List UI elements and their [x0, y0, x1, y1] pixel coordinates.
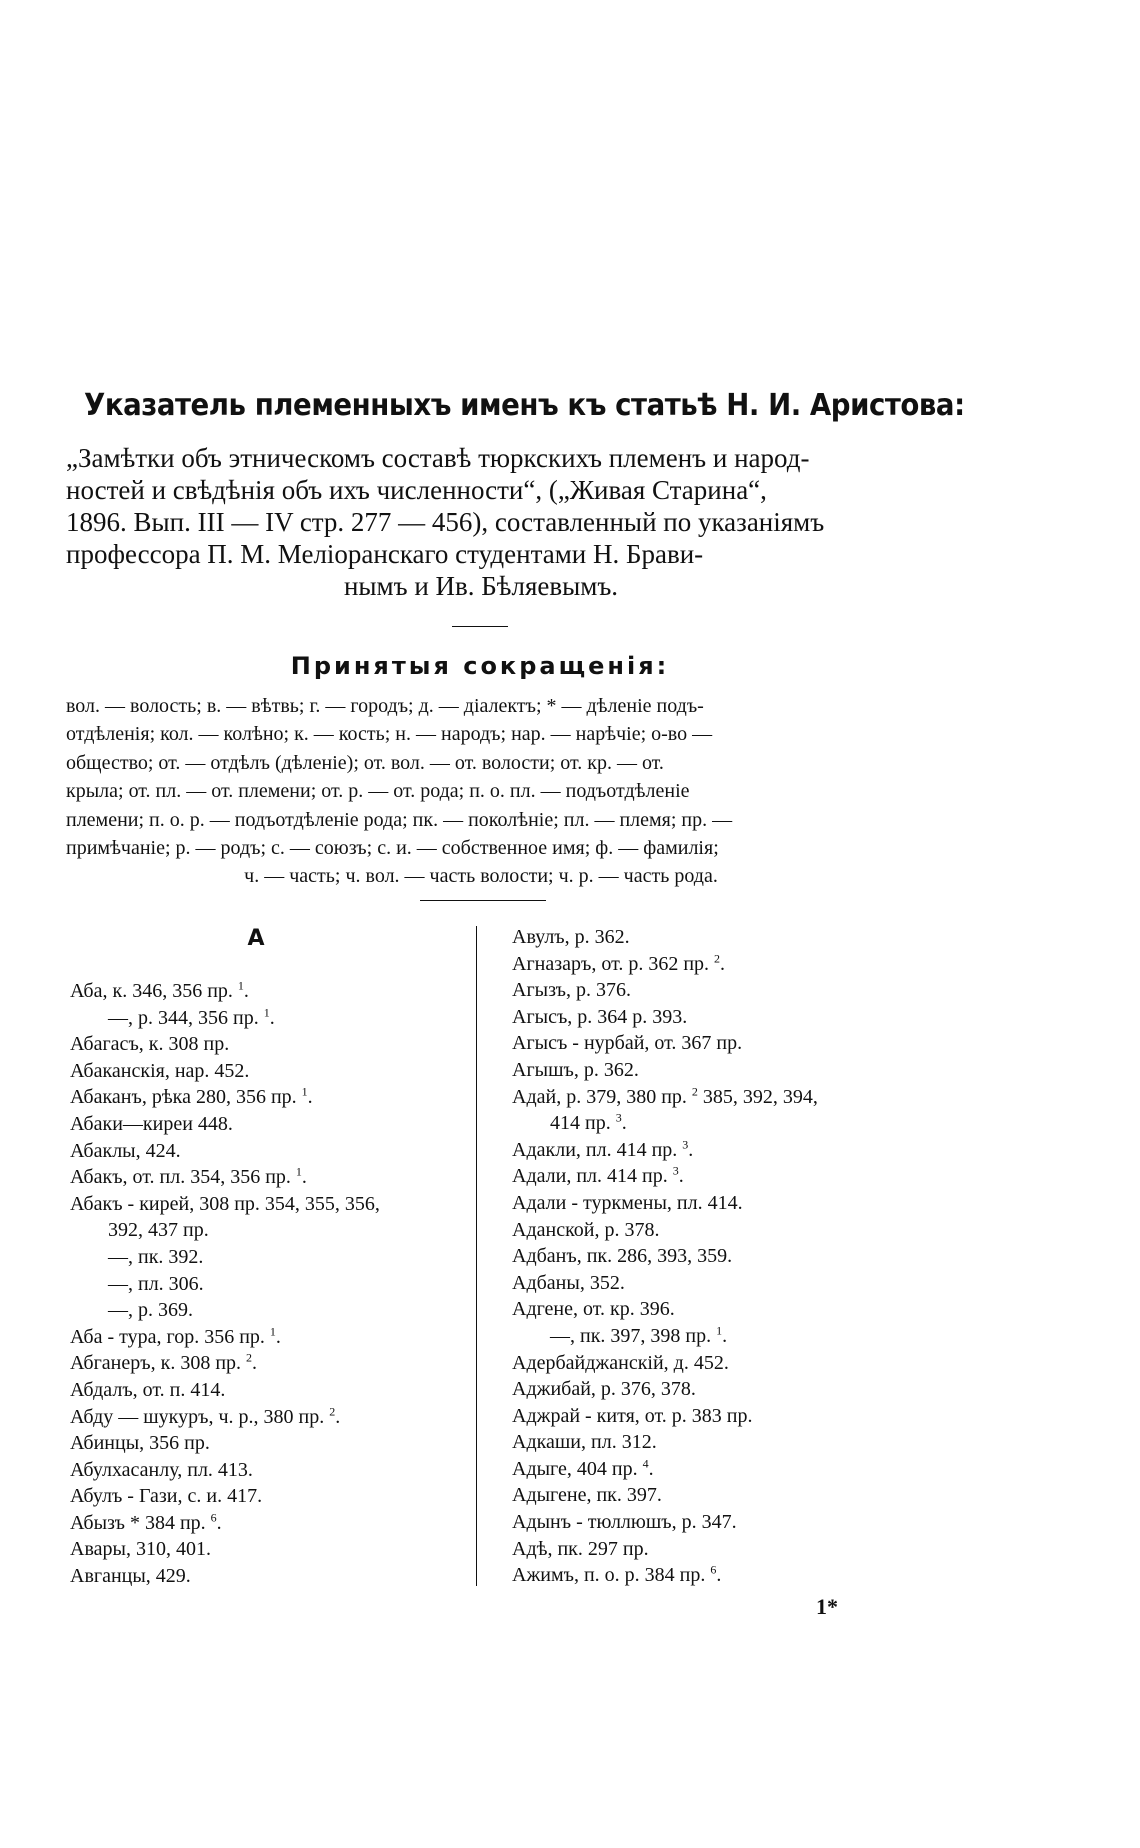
entry-text: Абаканъ, рѣка 280, 356 пр. [70, 1086, 302, 1109]
index-entry [70, 1350, 470, 1377]
entry-tail: . [335, 1405, 341, 1428]
footnote-ref: 6 [210, 1510, 217, 1525]
index-entry [70, 1430, 470, 1457]
entry-text: Адали, пл. 414 пр. [512, 1165, 673, 1188]
footnote-ref: 3 [672, 1163, 679, 1178]
index-entry [512, 1004, 932, 1031]
index-entry [70, 1031, 470, 1058]
entry-tail: . [252, 1352, 258, 1375]
index-entry [70, 1191, 470, 1218]
entry-text: Абинцы, 356 пр. [70, 1432, 210, 1455]
entry-text: Абакъ - кирей, 308 пр. 354, 355, 356, [70, 1192, 380, 1215]
entry-text: Агназаръ, от. р. 362 пр. [512, 952, 715, 975]
entry-text: Аданской, р. 378. [512, 1218, 660, 1241]
entry-text: Абулхасанлу, пл. 413. [70, 1458, 253, 1481]
index-entry [70, 1404, 470, 1431]
abbreviation-line: ч. — часть; ч. вол. — часть волости; ч. р. — часть рода. [244, 865, 718, 888]
index-entry [512, 1350, 932, 1377]
entry-text: Аджибай, р. 376, 378. [512, 1378, 696, 1401]
intro-paragraph [66, 442, 896, 602]
entry-text: Абдалъ, от. п. 414. [70, 1378, 226, 1401]
footnote-ref: 6 [710, 1562, 717, 1577]
index-entry [512, 1482, 932, 1509]
entry-text: Адбаны, 352. [512, 1271, 625, 1294]
footnote-ref: 1 [237, 978, 244, 993]
index-entry [70, 1297, 470, 1324]
entry-text: Адыгене, пк. 397. [512, 1484, 662, 1507]
index-entry [70, 1217, 470, 1244]
index-entry [512, 1243, 932, 1270]
entry-text: Агысъ, р. 364 р. 393. [512, 1005, 688, 1028]
index-entry [512, 1562, 932, 1589]
index-entry [512, 1429, 932, 1456]
index-entry [70, 1164, 470, 1191]
entry-text: Адакли, пл. 414 пр. [512, 1138, 683, 1161]
index-entry [512, 1030, 932, 1057]
index-entry [512, 1217, 932, 1244]
index-entry [70, 1457, 470, 1484]
entry-text: —, р. 369. [108, 1299, 193, 1322]
entry-text: —, пк. 392. [108, 1245, 204, 1268]
abbreviation-line: племени; п. о. р. — подъотдѣленіе рода; пк. — поколѣніе; пл. — племя; пр. — [66, 808, 733, 831]
entry-tail: . [621, 1112, 627, 1135]
entry-text: —, пл. 306. [108, 1272, 204, 1295]
entry-text: Агышъ, р. 362. [512, 1058, 639, 1081]
index-entry [512, 1190, 932, 1217]
entry-text: Аба, к. 346, 356 пр. [70, 980, 238, 1002]
footnote-ref: 1 [301, 1084, 308, 1099]
entry-text: Адкаши, пл. 312. [512, 1431, 657, 1454]
abbreviations-list [66, 692, 896, 891]
abbreviation-line: примѣчаніе; р. — родъ; с. — союзъ; с. и. — собственное имя; ф. — фамилія; [66, 837, 719, 860]
entry-text: Адынъ - тюллюшъ, р. 347. [512, 1511, 737, 1534]
divider [452, 626, 508, 627]
entry-text: Абакъ, от. пл. 354, 356 пр. [70, 1166, 296, 1189]
entry-text: Адгене, от. кр. 396. [512, 1298, 675, 1321]
index-entry [512, 1057, 932, 1084]
abbreviation-line: общество; от. — отдѣлъ (дѣленіе); от. вол. — от. волости; от. кр. — от. [66, 751, 664, 774]
entry-tail: . [648, 1457, 654, 1480]
entry-text: Абызъ * 384 пр. [70, 1511, 211, 1534]
footnote-ref: 2 [329, 1403, 336, 1418]
index-entry [70, 1058, 470, 1085]
entry-tail: . [688, 1138, 694, 1161]
entry-text: Адай, р. 379, 380 пр. [512, 1085, 692, 1108]
entry-text: Абулъ - Гази, с. и. 417. [70, 1485, 263, 1508]
entry-tail: . [243, 980, 249, 1002]
index-entry [512, 1509, 932, 1536]
entry-tail: . [301, 1166, 307, 1189]
index-entry [512, 1163, 932, 1190]
entry-tail: . [722, 1324, 728, 1347]
entry-text: Абаки—киреи 448. [70, 1112, 233, 1135]
column-divider [476, 926, 477, 1586]
entry-text: Адыге, 404 пр. [512, 1457, 643, 1480]
index-entry [70, 978, 470, 1005]
footnote-ref: 1 [269, 1324, 276, 1339]
index-entry [512, 1296, 932, 1323]
entry-tail: . [716, 1564, 722, 1587]
footnote-ref: 1 [295, 1164, 302, 1179]
entry-text: Агысъ - нурбай, от. 367 пр. [512, 1032, 743, 1055]
entry-text: Адербайджанскій, д. 452. [512, 1351, 729, 1374]
abbreviations-title: Принятыя сокращенія: [290, 652, 670, 680]
entry-text: Агызъ, р. 376. [512, 979, 631, 1002]
footnote-ref: 2 [691, 1083, 698, 1098]
index-entry [512, 1376, 932, 1403]
index-entry [70, 1005, 470, 1032]
entry-text: Абганеръ, к. 308 пр. [70, 1352, 247, 1375]
entry-text: Аджрай - китя, от. р. 383 пр. [512, 1404, 753, 1427]
footnote-ref: 1 [263, 1004, 270, 1019]
divider [420, 900, 546, 901]
index-entry [70, 1483, 470, 1510]
signature-mark: 1* [816, 1594, 838, 1619]
entry-text: 392, 437 пр. [108, 1219, 209, 1242]
entry-tail: . [216, 1511, 222, 1534]
intro-line: ностей и свѣдѣнія объ ихъ численности“, („Живая Старина“, [66, 475, 767, 505]
index-entry [512, 1456, 932, 1483]
index-entry [70, 1271, 470, 1298]
entry-tail: . [275, 1325, 281, 1348]
footnote-ref: 2 [246, 1350, 253, 1365]
entry-tail: . [307, 1086, 313, 1109]
intro-line: нымъ и Ив. Бѣляевымъ. [343, 571, 619, 601]
footnote-ref: 2 [714, 950, 721, 965]
entry-text: 414 пр. [550, 1112, 616, 1135]
index-entry [70, 1563, 470, 1590]
index-title: Указатель племенныхъ именъ къ статьѣ Н. И. Аристова: [84, 388, 965, 423]
intro-line: профессора П. М. Меліоранскаго студентами Н. Брави- [66, 539, 704, 569]
index-entry [70, 1510, 470, 1537]
entry-text: Абаклы, 424. [70, 1139, 181, 1162]
entry-text: —, пк. 397, 398 пр. [550, 1324, 717, 1347]
entry-tail: . [678, 1165, 684, 1188]
index-entry [512, 1323, 932, 1350]
index-entry [70, 1377, 470, 1404]
index-entry [512, 1403, 932, 1430]
entry-text: Абду — шукуръ, ч. р., 380 пр. [70, 1405, 330, 1428]
index-entry [70, 1324, 470, 1351]
index-entry [70, 1138, 470, 1165]
entry-text: Адбанъ, пк. 286, 393, 359. [512, 1245, 733, 1268]
index-entry [512, 1084, 932, 1111]
index-left-column [70, 978, 470, 1590]
entry-text: Авулъ, р. 362. [512, 926, 630, 948]
entry-text: Авары, 310, 401. [70, 1538, 211, 1561]
index-entry [70, 1084, 470, 1111]
abbreviation-line: крыла; от. пл. — от. племени; от. р. — от. рода; п. о. пл. — подъотдѣленіе [66, 780, 690, 803]
footnote-ref: 4 [642, 1456, 649, 1471]
entry-text: Аба - тура, гор. 356 пр. [70, 1325, 270, 1348]
entry-tail: . [269, 1006, 275, 1029]
section-letter: А [247, 926, 265, 951]
entry-text: Абагасъ, к. 308 пр. [70, 1033, 230, 1056]
abbreviation-line: вол. — волость; в. — вѣтвь; г. — городъ; д. — діалектъ; * — дѣленіе подъ- [66, 695, 704, 717]
index-entry [70, 1244, 470, 1271]
footnote-ref: 3 [682, 1137, 689, 1152]
index-entry [512, 1110, 932, 1137]
entry-tail: 385, 392, 394, [697, 1085, 818, 1108]
intro-line: 1896. Вып. III — IV стр. 277 — 456), составленный по указаніямъ [66, 507, 825, 537]
abbreviation-line: отдѣленія; кол. — колѣно; к. — кость; н. — народъ; нар. — нарѣчіе; о-во — [66, 723, 713, 746]
footnote-ref: 1 [716, 1323, 723, 1338]
entry-text: —, р. 344, 356 пр. [108, 1006, 264, 1029]
index-entry [70, 1536, 470, 1563]
footnote-ref: 3 [615, 1110, 622, 1125]
index-entry [512, 1137, 932, 1164]
index-entry [512, 1270, 932, 1297]
index-entry [512, 951, 932, 978]
entry-text: Адали - туркмены, пл. 414. [512, 1191, 743, 1214]
index-right-column [512, 924, 932, 1589]
entry-tail: . [720, 952, 726, 975]
entry-text: Авганцы, 429. [70, 1565, 191, 1588]
entry-text: Адѣ, пк. 297 пр. [512, 1537, 649, 1560]
intro-line: „Замѣтки объ этническомъ составѣ тюркскихъ племенъ и народ- [66, 443, 810, 473]
index-entry [70, 1111, 470, 1138]
index-entry [512, 924, 932, 951]
entry-text: Абаканскія, нар. 452. [70, 1059, 250, 1082]
index-entry [512, 977, 932, 1004]
index-entry [512, 1536, 932, 1563]
entry-text: Ажимъ, п. о. р. 384 пр. [512, 1564, 711, 1587]
